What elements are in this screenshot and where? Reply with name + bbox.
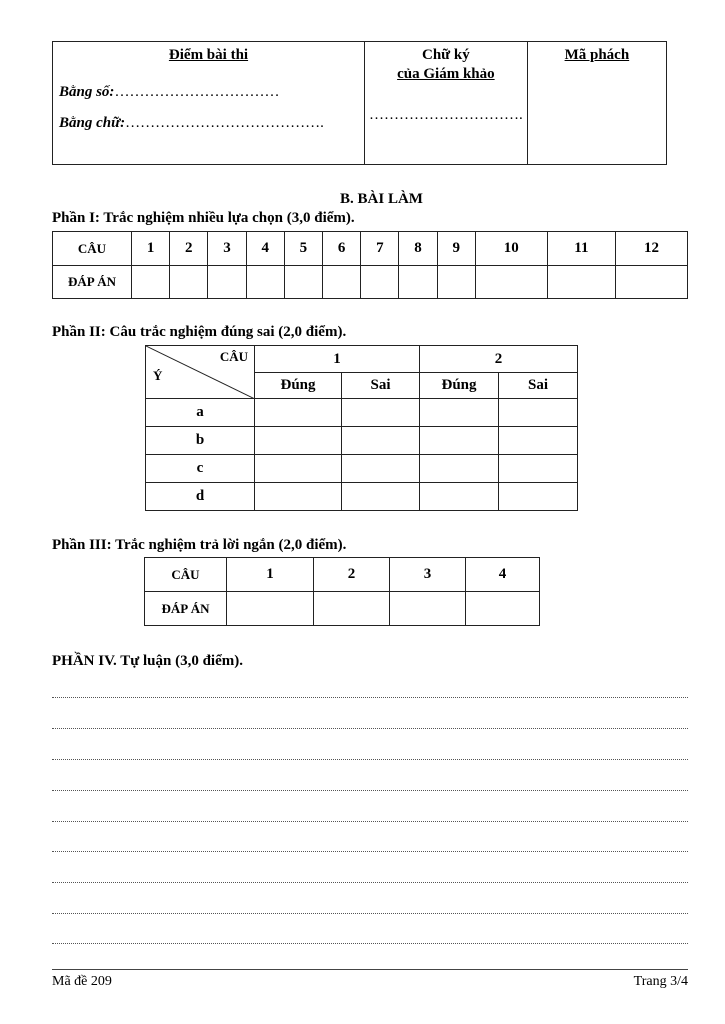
part1-table	[52, 231, 688, 299]
answer-cell[interactable]	[547, 266, 615, 299]
part2-corner-cell	[146, 346, 255, 399]
answer-cell[interactable]	[499, 427, 578, 455]
part3-q: 1	[227, 558, 314, 592]
part3-answer-label: ĐÁP ÁN	[145, 592, 227, 626]
header-table	[52, 41, 667, 165]
part3-q: 3	[390, 558, 466, 592]
part1-question-label: CÂU	[53, 232, 132, 266]
part1-answer-row	[53, 266, 688, 299]
answer-cell[interactable]	[420, 455, 499, 483]
answer-cell[interactable]	[437, 266, 475, 299]
answer-cell[interactable]	[420, 427, 499, 455]
answer-cell[interactable]	[466, 592, 540, 626]
section-b-title: B. BÀI LÀM	[340, 191, 423, 207]
score-cell	[53, 42, 365, 165]
answer-cell[interactable]	[208, 266, 246, 299]
part2-question-1: 1	[255, 346, 420, 373]
part2-title: Phần II: Câu trắc nghiệm đúng sai (2,0 điểm).	[52, 324, 347, 340]
essay-line[interactable]	[52, 943, 688, 944]
part1-q: 4	[246, 232, 284, 266]
answer-cell[interactable]	[342, 483, 420, 511]
true-header: Đúng	[420, 373, 499, 399]
code-title: Mã phách	[564, 47, 630, 63]
score-words-label: Bằng chữ:	[59, 115, 126, 131]
essay-line[interactable]	[52, 913, 688, 914]
part3-title: Phần III: Trắc nghiệm trả lời ngắn (2,0 điểm).	[52, 537, 347, 553]
score-number-dots: ……………………………	[114, 84, 280, 100]
answer-cell[interactable]	[314, 592, 390, 626]
answer-cell[interactable]	[246, 266, 284, 299]
essay-line[interactable]	[52, 728, 688, 729]
part1-q: 6	[323, 232, 361, 266]
answer-cell[interactable]	[499, 483, 578, 511]
item-label: c	[146, 455, 255, 483]
signature-title-2: của Giám khảo	[397, 66, 495, 82]
part2-table	[145, 345, 578, 511]
answer-cell[interactable]	[420, 483, 499, 511]
part1-q: 2	[170, 232, 208, 266]
part1-q: 10	[475, 232, 547, 266]
page-number: Trang 3/4	[633, 974, 688, 989]
part3-q: 4	[466, 558, 540, 592]
answer-cell[interactable]	[132, 266, 170, 299]
answer-cell[interactable]	[255, 427, 342, 455]
part2-corner-bottom: Ý	[153, 368, 163, 383]
footer-divider	[52, 969, 688, 970]
part1-q: 7	[361, 232, 399, 266]
answer-cell[interactable]	[255, 399, 342, 427]
part3-q: 2	[314, 558, 390, 592]
item-label: b	[146, 427, 255, 455]
answer-cell[interactable]	[342, 399, 420, 427]
signature-dots: ………………………….	[369, 107, 523, 123]
essay-line[interactable]	[52, 882, 688, 883]
answer-cell[interactable]	[420, 399, 499, 427]
exam-code: Mã đề 209	[52, 974, 112, 989]
answer-cell[interactable]	[499, 399, 578, 427]
item-label: d	[146, 483, 255, 511]
part1-q: 12	[616, 232, 688, 266]
essay-line[interactable]	[52, 790, 688, 791]
essay-line[interactable]	[52, 851, 688, 852]
answer-cell[interactable]	[475, 266, 547, 299]
answer-cell[interactable]	[342, 427, 420, 455]
essay-line[interactable]	[52, 759, 688, 760]
part1-title: Phần I: Trắc nghiệm nhiều lựa chọn (3,0 điểm).	[52, 210, 355, 226]
part1-q: 8	[399, 232, 437, 266]
answer-cell[interactable]	[390, 592, 466, 626]
part2-corner-top: CÂU	[219, 349, 248, 364]
signature-cell	[365, 42, 528, 165]
answer-cell[interactable]	[361, 266, 399, 299]
answer-cell[interactable]	[227, 592, 314, 626]
score-title: Điểm bài thi	[168, 47, 249, 63]
answer-cell[interactable]	[399, 266, 437, 299]
false-header: Sai	[342, 373, 420, 399]
essay-line[interactable]	[52, 697, 688, 698]
part1-answer-label: ĐÁP ÁN	[53, 266, 132, 299]
true-header: Đúng	[255, 373, 342, 399]
answer-cell[interactable]	[284, 266, 322, 299]
part1-q: 5	[284, 232, 322, 266]
part1-q: 9	[437, 232, 475, 266]
part2-question-2: 2	[420, 346, 578, 373]
score-number-label: Bằng số:	[59, 84, 115, 100]
part3-table	[144, 557, 540, 626]
score-words-dots: ………………………………….	[125, 115, 324, 131]
answer-cell[interactable]	[255, 455, 342, 483]
part2-row	[146, 455, 578, 483]
answer-cell[interactable]	[499, 455, 578, 483]
part1-q: 3	[208, 232, 246, 266]
part2-row	[146, 399, 578, 427]
part1-q: 1	[132, 232, 170, 266]
signature-title-1: Chữ ký	[421, 47, 470, 63]
part3-question-label: CÂU	[145, 558, 227, 592]
answer-cell[interactable]	[342, 455, 420, 483]
part2-row	[146, 483, 578, 511]
part1-q: 11	[547, 232, 615, 266]
answer-cell[interactable]	[323, 266, 361, 299]
false-header: Sai	[499, 373, 578, 399]
part4-title: PHẦN IV. Tự luận (3,0 điểm).	[52, 653, 243, 669]
item-label: a	[146, 399, 255, 427]
answer-cell[interactable]	[255, 483, 342, 511]
part2-row	[146, 427, 578, 455]
code-cell	[527, 42, 666, 165]
part1-question-row	[53, 232, 688, 266]
answer-cell[interactable]	[170, 266, 208, 299]
answer-cell[interactable]	[616, 266, 688, 299]
essay-line[interactable]	[52, 821, 688, 822]
